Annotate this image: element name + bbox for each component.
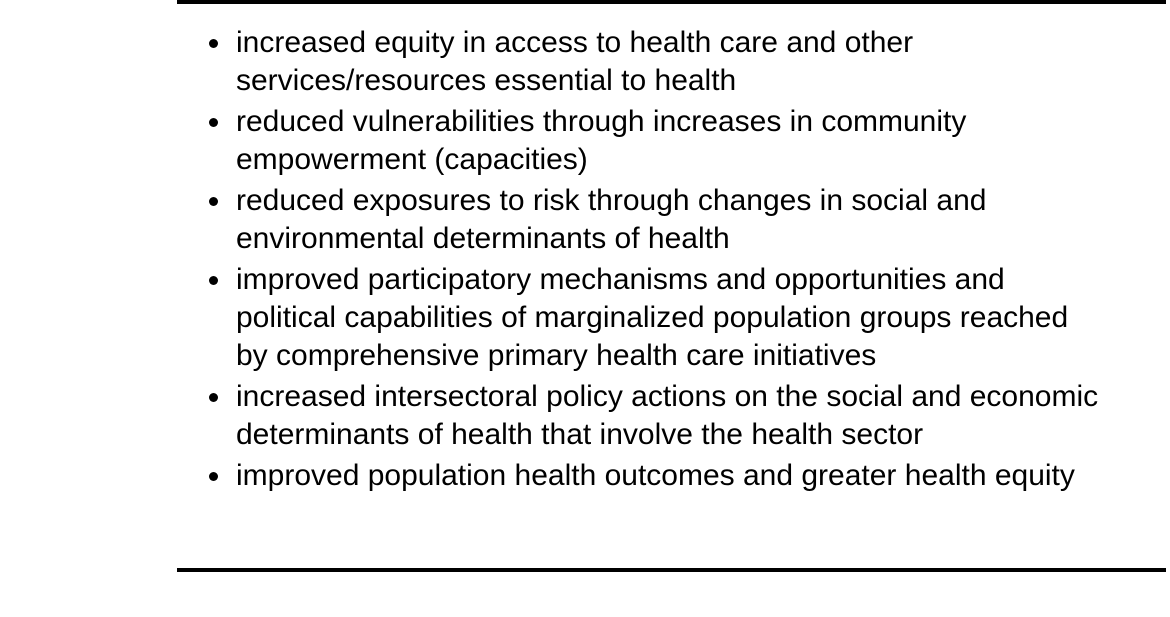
list-item-text: increased equity in access to health care and other services/resources essential to health	[236, 26, 914, 97]
bullet-icon	[209, 118, 218, 127]
list-item-text: reduced exposures to risk through changes in social and environmental determinants of health	[236, 184, 987, 255]
list-item	[206, 103, 1106, 179]
list-item-text: improved participatory mechanisms and opportunities and political capabilities of marginalized population groups reached by comprehensive primary health care initiatives	[236, 263, 1069, 372]
bullet-icon	[209, 39, 218, 48]
list-item	[206, 182, 1106, 258]
list-item-text: improved population health outcomes and greater health equity	[236, 459, 1075, 492]
list-item	[206, 457, 1106, 495]
list-item-text: increased intersectoral policy actions on the social and economic determinants of health that involve the health sector	[236, 380, 1099, 451]
top-rule	[177, 0, 1166, 4]
list-item	[206, 261, 1106, 375]
list-item	[206, 24, 1106, 100]
list-item	[206, 378, 1106, 454]
outcomes-bullet-list	[206, 24, 1106, 498]
bullet-icon	[209, 393, 218, 402]
bullet-icon	[209, 276, 218, 285]
bullet-icon	[209, 472, 218, 481]
bullet-icon	[209, 197, 218, 206]
bottom-rule	[177, 568, 1166, 572]
list-item-text: reduced vulnerabilities through increases in community empowerment (capacities)	[236, 105, 967, 176]
